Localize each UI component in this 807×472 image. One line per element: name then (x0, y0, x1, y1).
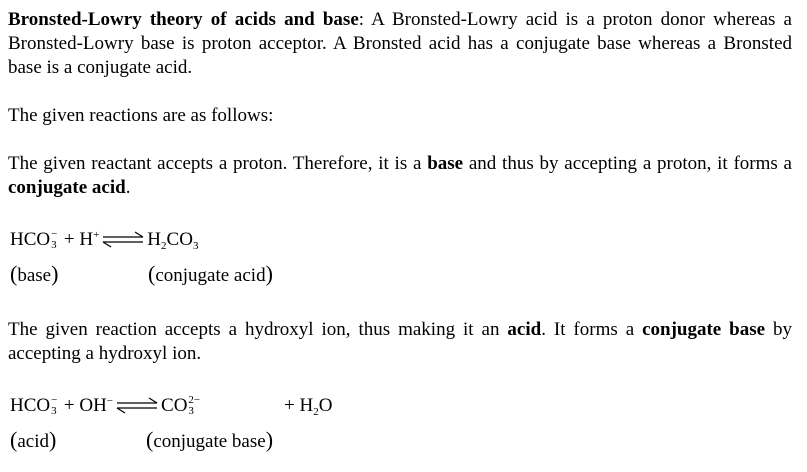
r2-plus: + (59, 395, 80, 416)
r2-bicarbonate-sub: 3 (51, 405, 57, 417)
label-acid-text: acid (17, 431, 49, 452)
r2-carbonate-indices (187, 394, 203, 418)
r1-proton-charge: + (93, 229, 100, 241)
label-acid (10, 428, 56, 454)
equilibrium-arrow-icon (101, 228, 145, 252)
para2-text-1: The given reaction accepts a hydroxyl ion, thus making it an (8, 319, 508, 340)
equilibrium-arrow-icon (115, 394, 159, 418)
paren-open: ( (146, 427, 154, 452)
r1-bicarbonate-sub: 3 (51, 239, 57, 251)
r2-carbonate: CO (161, 395, 188, 416)
intro-paragraph (8, 8, 792, 80)
label-conjugate-base-text: conjugate base (153, 431, 266, 452)
label-base-text: base (17, 265, 52, 286)
para2-bold-conjugate-base: conjugate base (642, 319, 766, 340)
r1-product-co: CO (166, 229, 193, 250)
paren-close: ) (51, 261, 59, 286)
para1-bold-base: base (427, 153, 464, 174)
r2-water-plus: + (284, 395, 295, 416)
r2-hydroxide-charge: − (106, 395, 114, 407)
label-base (10, 262, 58, 288)
para2-text-3: by accepting a hydroxyl ion. (8, 319, 793, 364)
intro-text: A Bronsted-Lowry acid is a proton donor whereas a Bronsted-Lowry base is proton acceptor. A Bronsted acid has a conjugate base whereas a Bronsted base is a conjugate acid. (8, 9, 792, 78)
reaction2-equation (10, 394, 203, 418)
r1-proton: H (79, 229, 94, 250)
reaction1-equation (10, 228, 198, 252)
r2-water (284, 394, 332, 418)
r2-carbonate-charge: 2− (188, 394, 201, 406)
paren-open: ( (148, 261, 156, 286)
r2-bicarbonate: HCO (10, 395, 51, 416)
para1-text-3: . (125, 177, 131, 198)
intro-colon: : (358, 9, 365, 30)
reaction1-explanation (8, 152, 792, 200)
r2-hydroxide: OH (79, 395, 107, 416)
r2-water-h: H (299, 395, 314, 416)
para2-text-2: . It forms a (541, 319, 643, 340)
r2-water-sub: 2 (313, 406, 319, 418)
r1-bicarbonate-indices (50, 228, 59, 252)
r1-bicarbonate-charge: − (51, 228, 58, 240)
given-reactions-heading: The given reactions are as follows: (8, 105, 274, 126)
r2-bicarbonate-charge: − (51, 394, 58, 406)
paren-close: ) (265, 261, 273, 286)
label-conjugate-base (146, 428, 273, 454)
r1-plus: + (59, 229, 80, 250)
intro-title: Bronsted-Lowry theory of acids and base (8, 9, 359, 30)
r2-bicarbonate-indices (50, 394, 59, 418)
label-conjugate-acid (148, 262, 273, 288)
label-conjugate-acid-text: conjugate acid (155, 265, 266, 286)
reaction2-explanation (8, 318, 792, 366)
r2-carbonate-sub: 3 (188, 405, 194, 417)
para1-text-1: The given reactant accepts a proton. Therefore, it is a (8, 153, 428, 174)
r2-water-o: O (318, 395, 333, 416)
para1-text-2: and thus by accepting a proton, it forms a (463, 153, 792, 174)
para1-bold-conjugate-acid: conjugate acid (8, 177, 126, 198)
r1-product-sub-1: 2 (161, 240, 167, 252)
paren-close: ) (48, 427, 57, 452)
paren-open: ( (10, 427, 18, 452)
paren-open: ( (10, 261, 18, 286)
r1-product-h: H (147, 229, 162, 250)
r1-bicarbonate: HCO (10, 229, 51, 250)
para2-bold-acid: acid (507, 319, 542, 340)
r1-product-sub-2: 3 (192, 240, 199, 252)
paren-close: ) (265, 427, 274, 452)
